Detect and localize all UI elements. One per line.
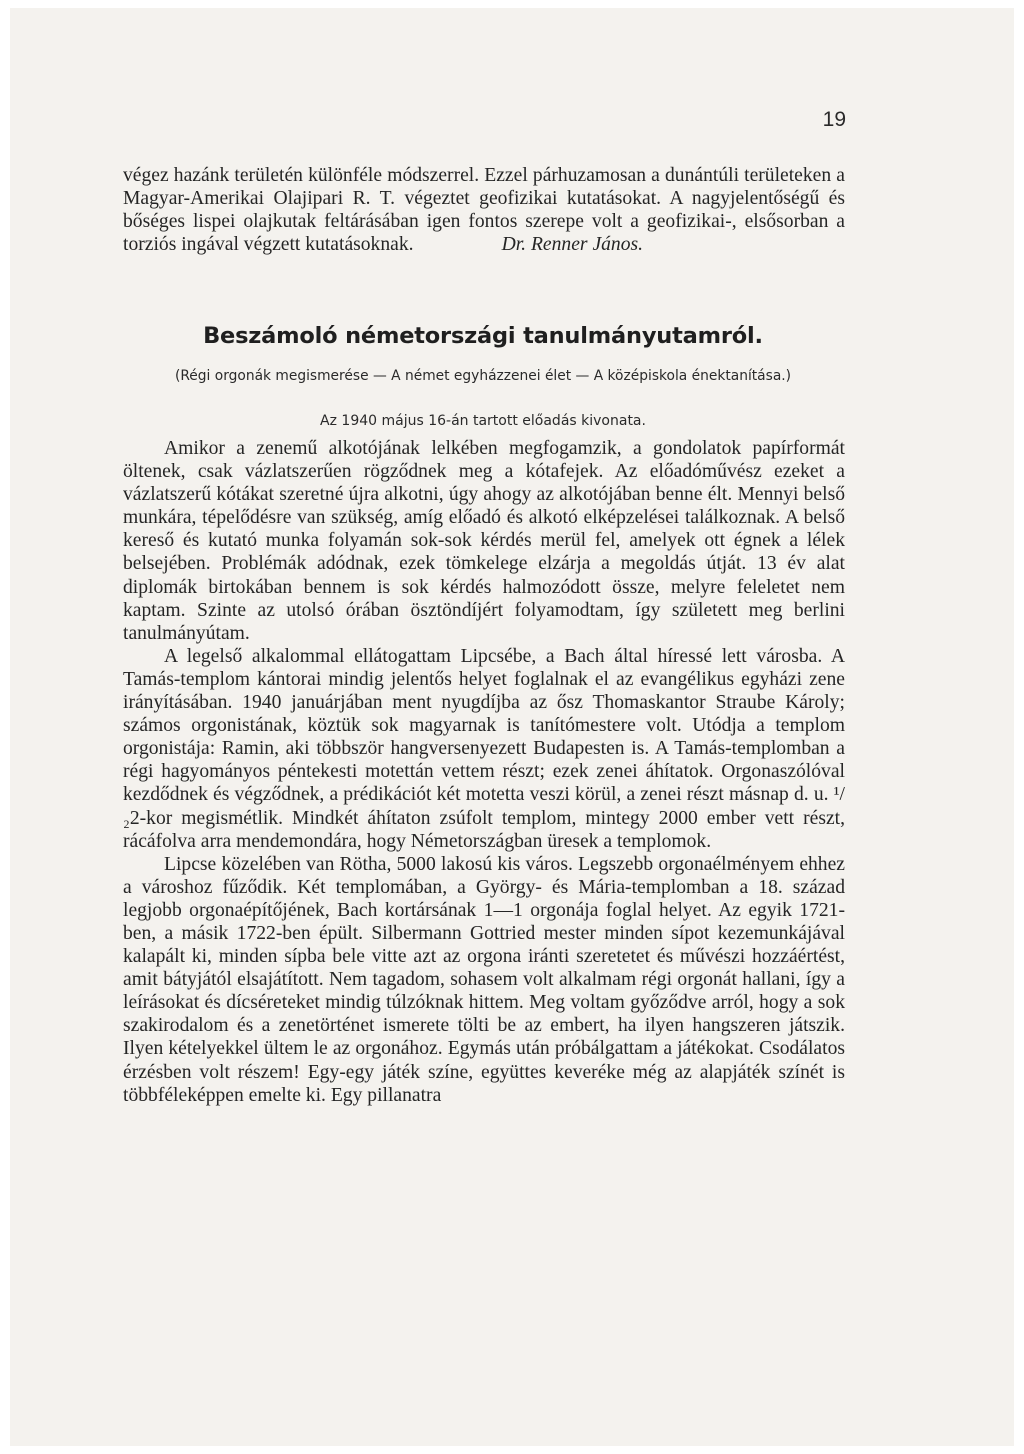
lecture-note: Az 1940 május 16-án tartott előadás kivonata. [320, 413, 646, 429]
body-paragraph: Lipcse közelében van Rötha, 5000 lakosú kis város. Legszebb orgonaélményem ehhez a városhoz fűződik. Két templomában, a György- és Mária-templomban a 18. század legjobb orgonaépítőjének, Bach kortársának 1—1 orgonája foglal helyet. Az egyik 1721-ben, a másik 1722-ben épült. Silbermann Gottried mester minden sípot kezemunkájával kalapált ki, minden sípba bele vitte azt az orgona iránti szeretetet és művészi hozzáértést, amit bátyjától elsajátított. Nem tagadom, sohasem volt alkalmam régi orgonát hallani, így a leírásokat és dícséreteket mindig túlzóknak hittem. Meg voltam győződve arról, hogy a sok szakirodalom és a zenetörténet ismerete tölti be az embert, ha ilyen hangszeren játszik. Ilyen kételyekkel ültem le az orgonához. Egymás után próbálgattam a játékokat. Csodálatos érzésben volt részem! Egy-egy játék színe, együttes keveréke még az alapjáték színét is többféleképpen emelte ki. Egy pillanatra [123, 853, 845, 1106]
opening-paragraph [123, 164, 845, 256]
page-number: 19 [822, 108, 846, 131]
article-title: Beszámoló németországi tanulmányutamról. [203, 323, 763, 349]
article-subtitle: (Régi orgonák megismerése — A német egyházzenei élet — A középiskola énektanítása.) [174, 368, 792, 384]
opening-text: végez hazánk területén különféle módszerrel. Ezzel párhuzamosan a dunántúli területeken a Magyar-Amerikai Olajipari R. T. végeztet geofizikai kutatásokat. A nagyjelentőségű és bőséges lispei olajkutak feltárásában igen fontos szerepe volt a geofizikai-, elsősorban a torziós ingával végzett kutatásoknak. [123, 165, 845, 256]
opening-section [123, 164, 845, 256]
body-paragraph: A legelső alkalommal ellátogattam Lipcsébe, a Bach által híressé lett városba. A Tamás-templom kántorai mindig jelentős helyet foglalnak el az evangélikus egyházi zene irányításában. 1940 januárjában ment nyugdíjba az ősz Thomaskantor Straube Károly; számos orgonistának, köztük sok magyarnak is tanítómestere volt. Utódja a templom orgonistája: Ramin, aki többször hangversenyezett Budapesten is. A Tamás-templomban a régi hagyományos péntekesti motettán vettem részt; ezek zenei áhítatok. Orgonaszólóval kezdődnek és végződnek, a prédikációt két motetta veszi körül, a zenei részt másnap d. u. ¹/₂2-kor megismétlik. Mindkét áhítaton zsúfolt templom, mintegy 2000 ember vett részt, rácáfolva arra mendemondára, hogy Németországban üresek a templomok. [123, 645, 845, 852]
body-paragraph: Amikor a zenemű alkotójának lelkében megfogamzik, a gondolatok papírformát öltenek, csak vázlatszerűen rögződnek meg a kótafejek. Az előadóművész ezeket a vázlatszerű kótákat szeretné újra alkotni, úgy ahogy az alkotójában benne élt. Mennyi belső munkára, tépelődésre van szükség, amíg előadó és alkotó elképzelései találkoznak. A belső kereső és kutató munka folyamán sok-sok kérdés merül fel, amelyek ott égnek a lélek belsejében. Problémák adódnak, ezek tömkelege elzárja a megoldás útját. 13 év alat diplomák birtokában bennem is sok kérdés halmozódott össze, melyre feleletet nem kaptam. Szinte az utolsó órában ösztöndíjért folyamodtam, így született meg berlini tanulmányútam. [123, 438, 845, 644]
article-body [123, 437, 845, 1107]
author-signature: Dr. Renner János. [501, 234, 644, 256]
